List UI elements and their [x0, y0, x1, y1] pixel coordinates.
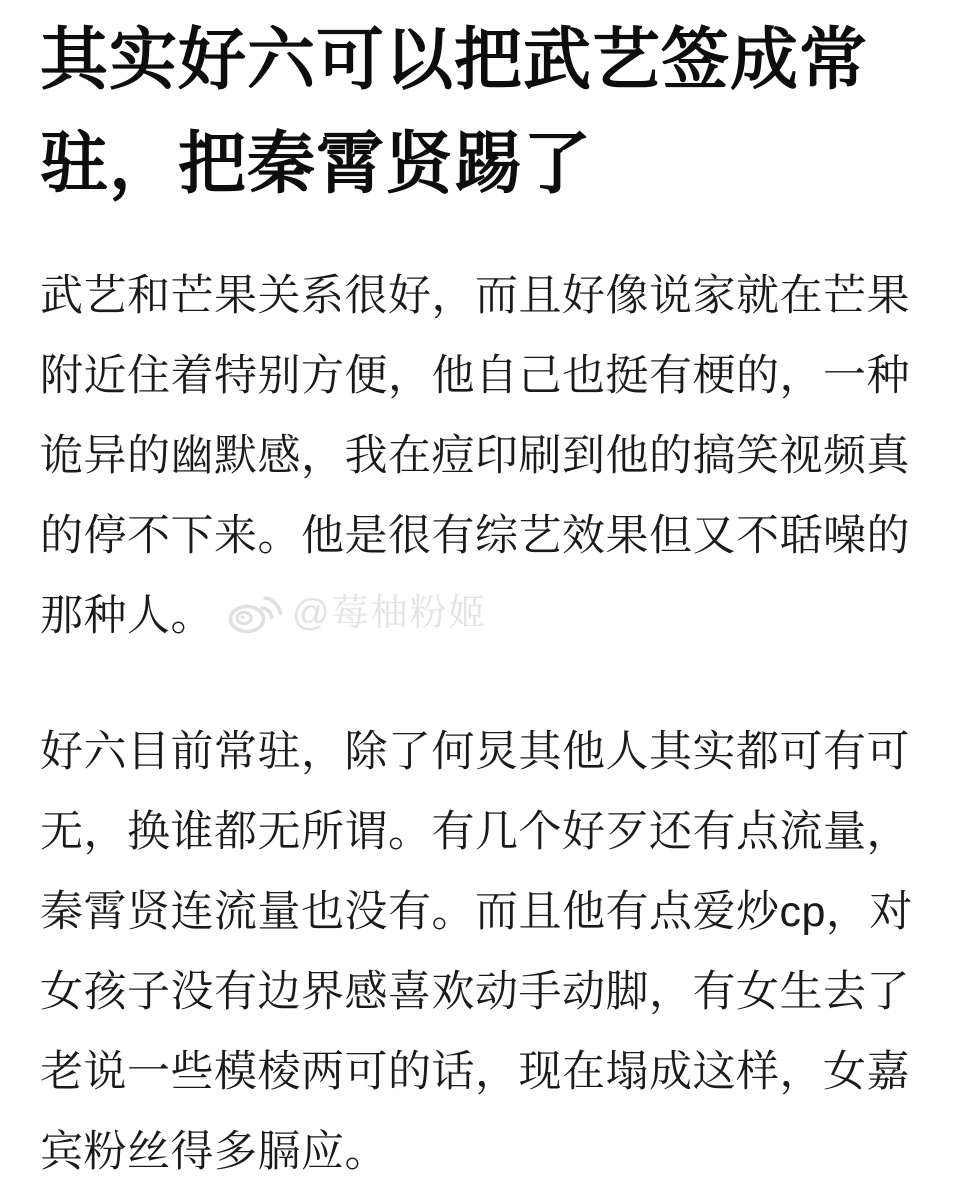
- post-paragraph-2: 好六目前常驻，除了何炅其他人其实都可有可无，换谁都无所谓。有几个好歹还有点流量，秦霄贤连流量也没有。而且他有点爱炒cp，对女孩子没有边界感喜欢动手动脚，有女生去了老说一些模棱两可的话，现在塌成这样，女嘉宾粉丝得多膈应。: [40, 728, 913, 1176]
- post-paragraph-1: [40, 256, 919, 656]
- paragraph-1-text: 武艺和芒果关系很好，而且好像说家就在芒果附近住着特别方便，他自己也挺有梗的，一种诡异的幽默感，我在痘印刷到他的搞笑视频真的停不下来。他是很有综艺效果但又不聒噪的那种人。: [40, 272, 910, 640]
- post-title: 其实好六可以把武艺签成常驻，把秦霄贤踢了: [40, 22, 869, 202]
- watermark-handle: @莓柚粉姬: [292, 592, 488, 634]
- weibo-icon: [226, 590, 282, 636]
- weibo-watermark: [226, 590, 488, 636]
